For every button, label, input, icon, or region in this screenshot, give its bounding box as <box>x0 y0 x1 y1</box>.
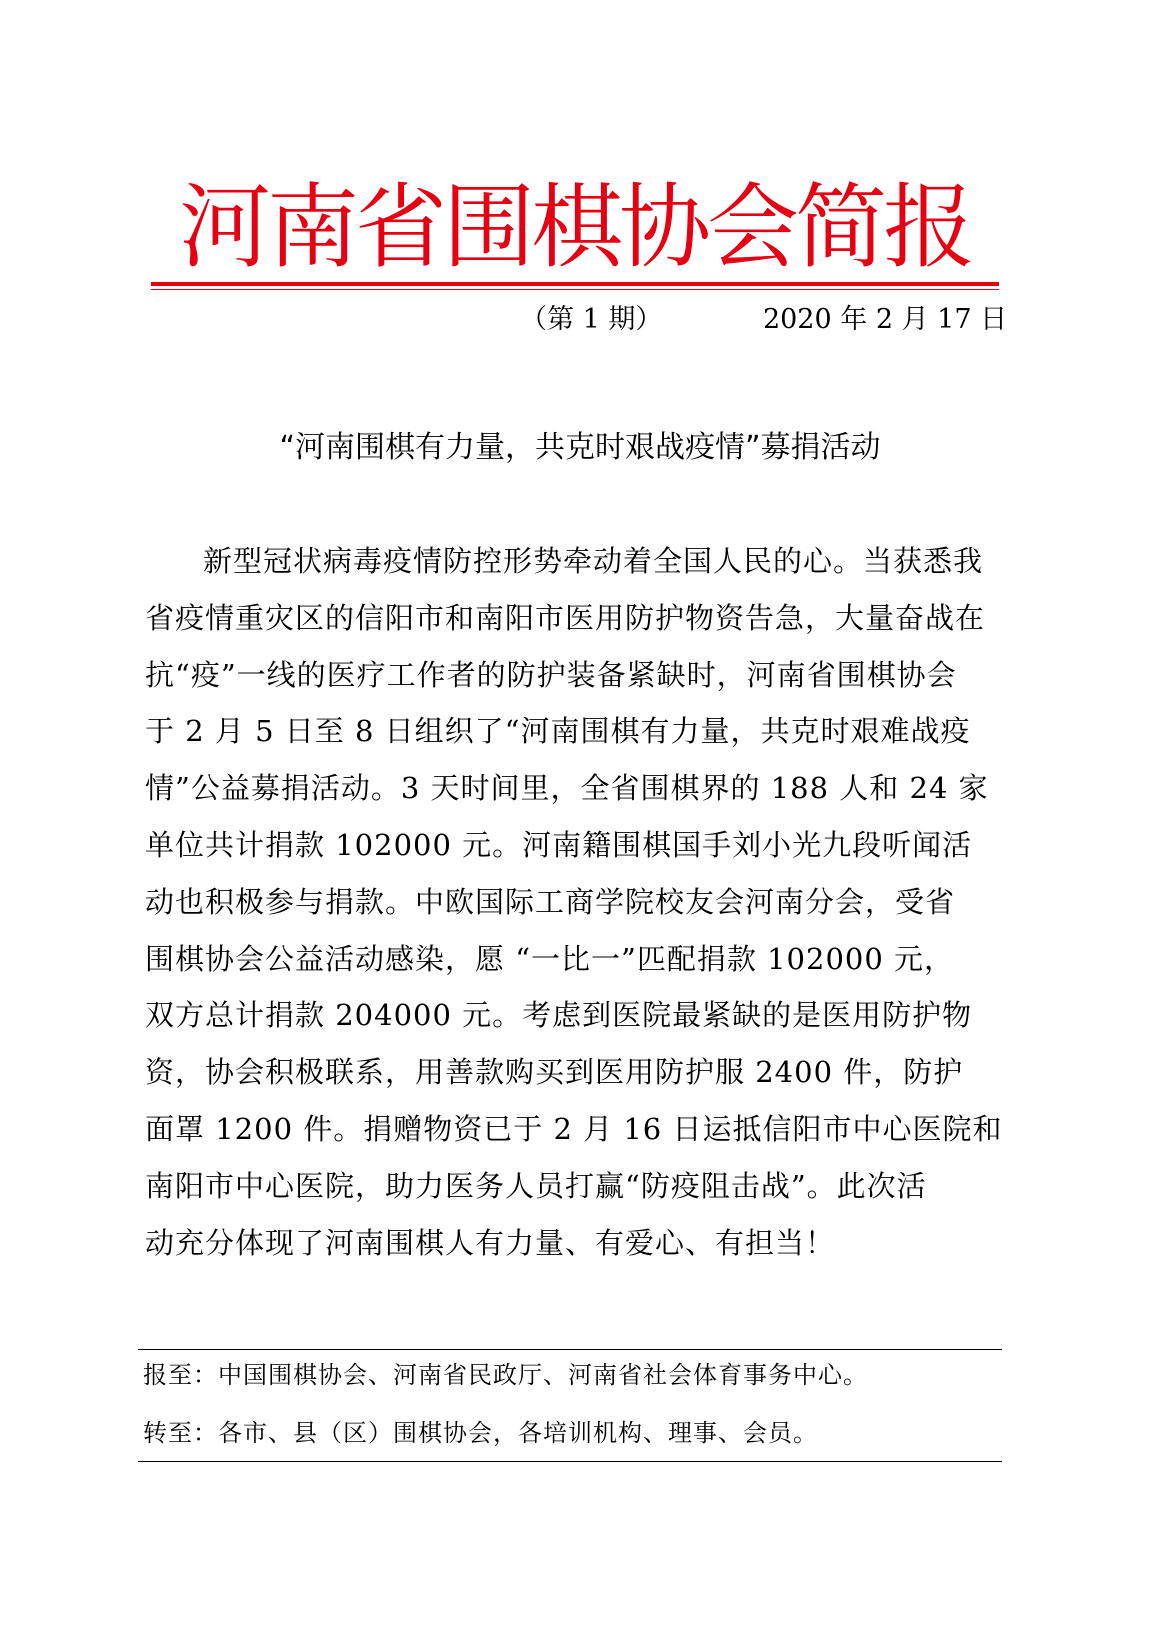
body-line: 南阳市中心医院，助力医务人员打赢“防疫阻击战”。此次活 <box>145 1168 927 1203</box>
footer-rule-top <box>138 1349 1002 1350</box>
masthead-rule-thick <box>151 282 999 286</box>
body-line: 于 2 月 5 日至 8 日组织了“河南围棋有力量，共克时艰难战疫 <box>145 714 971 749</box>
body-line: 单位共计捐款 102000 元。河南籍围棋国手刘小光九段听闻活 <box>145 827 973 862</box>
body-line: 抗“疫”一线的医疗工作者的防护装备紧缺时，河南省围棋协会 <box>145 657 957 692</box>
issue-date: 2020 年 2 月 17 日 <box>762 304 1008 335</box>
footer-rule-bottom <box>138 1461 1002 1462</box>
body-line: 省疫情重灾区的信阳市和南阳市医用防护物资告急，大量奋战在 <box>145 600 986 635</box>
masthead-title: 河南省围棋协会简报 <box>178 174 971 281</box>
article-title: “河南围棋有力量，共克时艰战疫情”募捐活动 <box>279 430 881 465</box>
body-line: 双方总计捐款 204000 元。考虑到医院最紧缺的是医用防护物 <box>145 998 973 1033</box>
body-line: 动也积极参与捐款。中欧国际工商学院校友会河南分会，受省 <box>145 884 956 919</box>
report-to-line: 报至：中国围棋协会、河南省民政厅、河南省社会体育事务中心。 <box>143 1361 868 1389</box>
issue-number: （第 1 期） <box>520 304 663 335</box>
body-line: 资，协会积极联系，用善款购买到医用防护服 2400 件，防护 <box>145 1055 964 1090</box>
issue-info <box>520 302 1020 338</box>
body-line: 情”公益募捐活动。3 天时间里，全省围棋界的 188 人和 24 家 <box>145 771 989 806</box>
body-line: 动充分体现了河南围棋人有力量、有爱心、有担当！ <box>145 1225 836 1260</box>
forward-to-line: 转至：各市、县（区）围棋协会，各培训机构、理事、会员。 <box>143 1419 818 1447</box>
masthead-rule-thin <box>151 289 999 290</box>
article-body <box>145 533 1015 1271</box>
body-line: 面罩 1200 件。捐赠物资已于 2 月 16 日运抵信阳市中心医院和 <box>145 1111 1003 1146</box>
body-line: 新型冠状病毒疫情防控形势牵动着全国人民的心。当获悉我 <box>203 544 984 578</box>
body-line: 围棋协会公益活动感染，愿 “一比一”匹配捐款 102000 元， <box>145 941 955 976</box>
